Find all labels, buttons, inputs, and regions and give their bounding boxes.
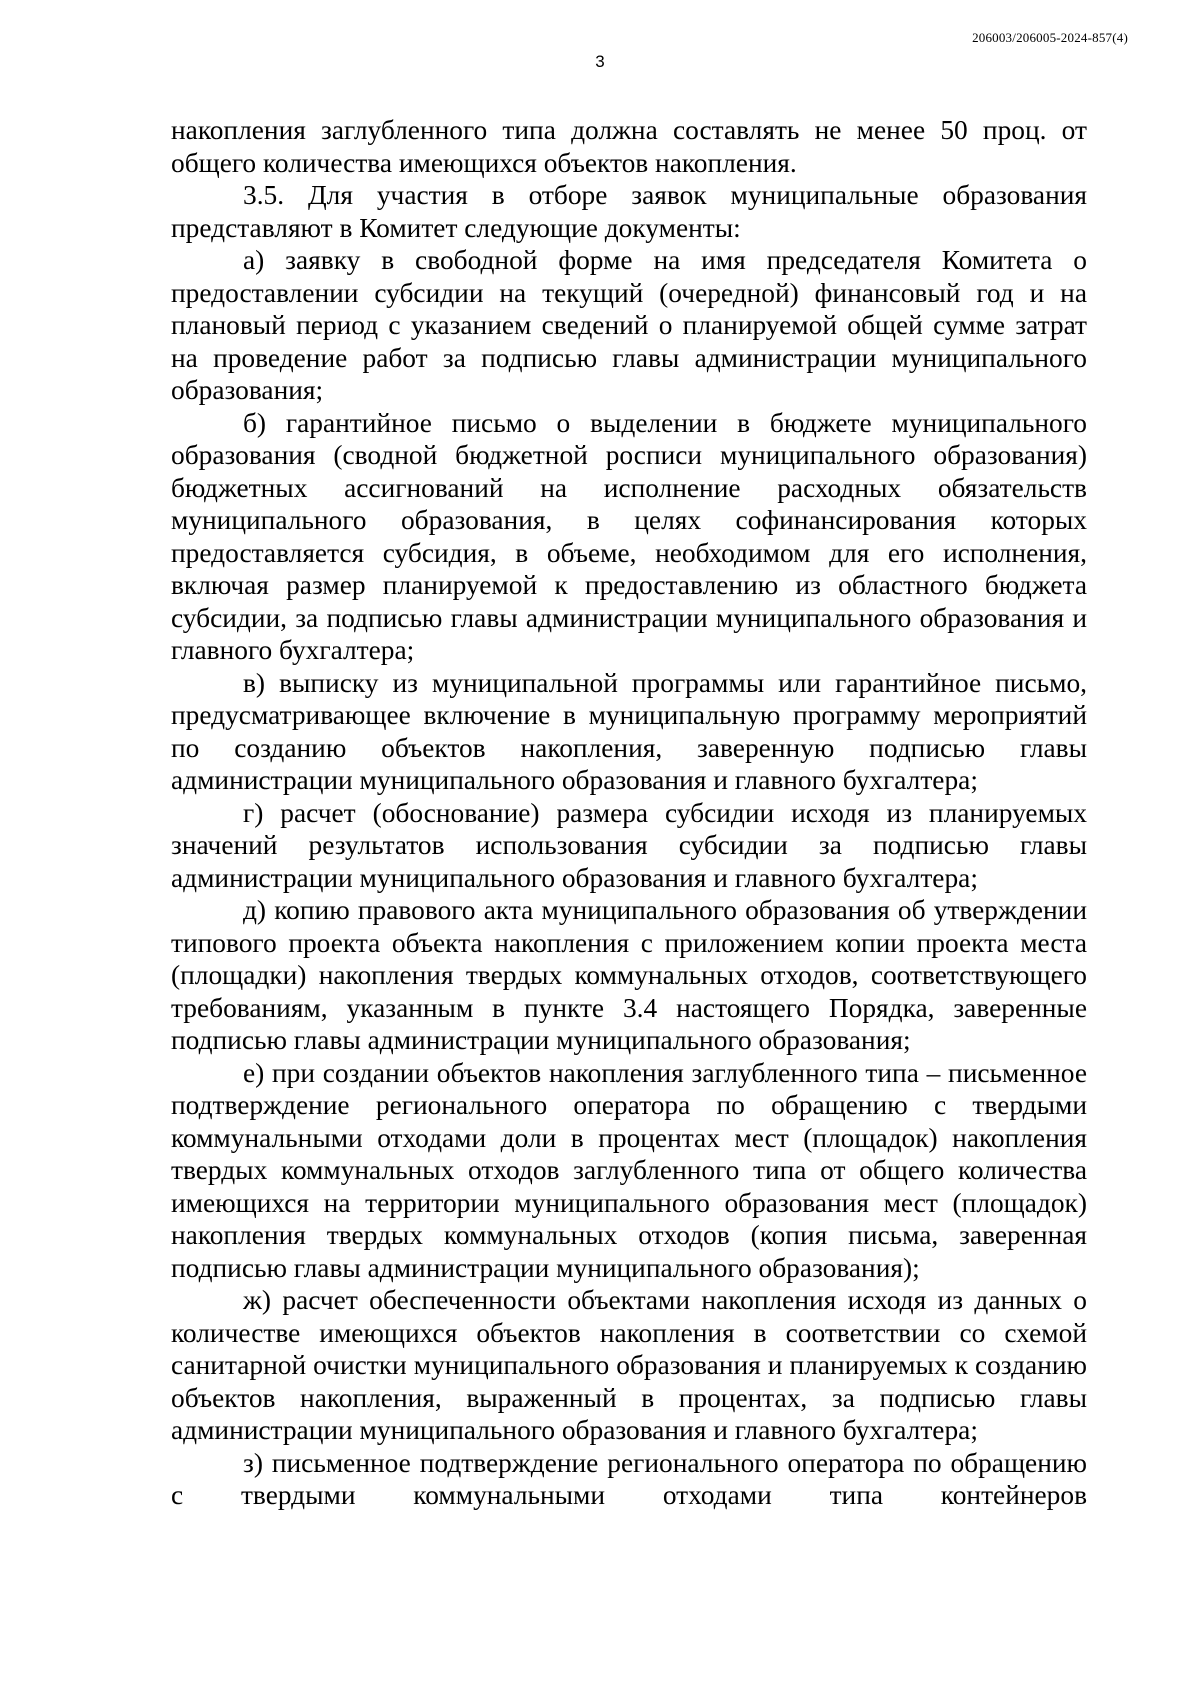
paragraph-item-g: г) расчет (обоснование) размера субсидии исходя из планируемых значений результатов использования субсидии за подписью главы администрации муниципального образования и главного бухгалтера; <box>171 797 1087 893</box>
paragraph-item-zh: ж) расчет обеспеченности объектами накопления исходя из данных о количестве имеющихся объектов накопления в соответствии со схемой санитарной очистки муниципального образования и планируемых к созданию объектов накопления, выраженный в процентах, за подписью главы администрации муниципального образования и главного бухгалтера; <box>171 1285 1087 1445</box>
document-body <box>171 114 1087 1512</box>
paragraph-item-v: в) выписку из муниципальной программы или гарантийное письмо, предусматривающее включение в муниципальную программу мероприятий по созданию объектов накопления, заверенную подписью главы администрации муниципального образования и главного бухгалтера; <box>171 667 1087 795</box>
paragraph-3-5: 3.5. Для участия в отборе заявок муниципальные образования представляют в Комитет следующие документы: <box>171 180 1087 243</box>
page-number: 3 <box>595 52 605 71</box>
paragraph-continuation: накопления заглубленного типа должна составлять не менее 50 проц. от общего количества имеющихся объектов накопления. <box>171 115 1087 178</box>
paragraph-item-d: д) копию правового акта муниципального образования об утверждении типового проекта объекта накопления с приложением копии проекта места (площадки) накопления твердых коммунальных отходов, соответствующего требованиям, указанным в пункте 3.4 настоящего Порядка, заверенные подписью главы администрации муниципального образования; <box>171 895 1087 1055</box>
paragraph-item-z: з) письменное подтверждение регионального оператора по обращению с твердыми коммунальными отходами типа контейнеров <box>171 1447 1087 1510</box>
paragraph-item-a: а) заявку в свободной форме на имя председателя Комитета о предоставлении субсидии на текущий (очередной) финансовый год и на плановый период с указанием сведений о планируемой общей сумме затрат на проведение работ за подписью главы администрации муниципального образования; <box>171 245 1087 405</box>
paragraph-item-e: е) при создании объектов накопления заглубленного типа – письменное подтверждение регионального оператора по обращению с твердыми коммунальными отходами доли в процентах мест (площадок) накопления твердых коммунальных отходов заглубленного типа от общего количества имеющихся на территории муниципального образования мест (площадок) накопления твердых коммунальных отходов (копия письма, заверенная подписью главы администрации муниципального образования); <box>171 1057 1087 1283</box>
paragraph-item-b: б) гарантийное письмо о выделении в бюджете муниципального образования (сводной бюджетной росписи муниципального образования) бюджетных ассигнований на исполнение расходных обязательств муниципального образования, в целях софинансирования которых предоставляется субсидия, в объеме, необходимом для его исполнения, включая размер планируемой к предоставлению из областного бюджета субсидии, за подписью главы администрации муниципального образования и главного бухгалтера; <box>171 407 1087 665</box>
document-code: 206003/206005-2024-857(4) <box>972 30 1128 45</box>
